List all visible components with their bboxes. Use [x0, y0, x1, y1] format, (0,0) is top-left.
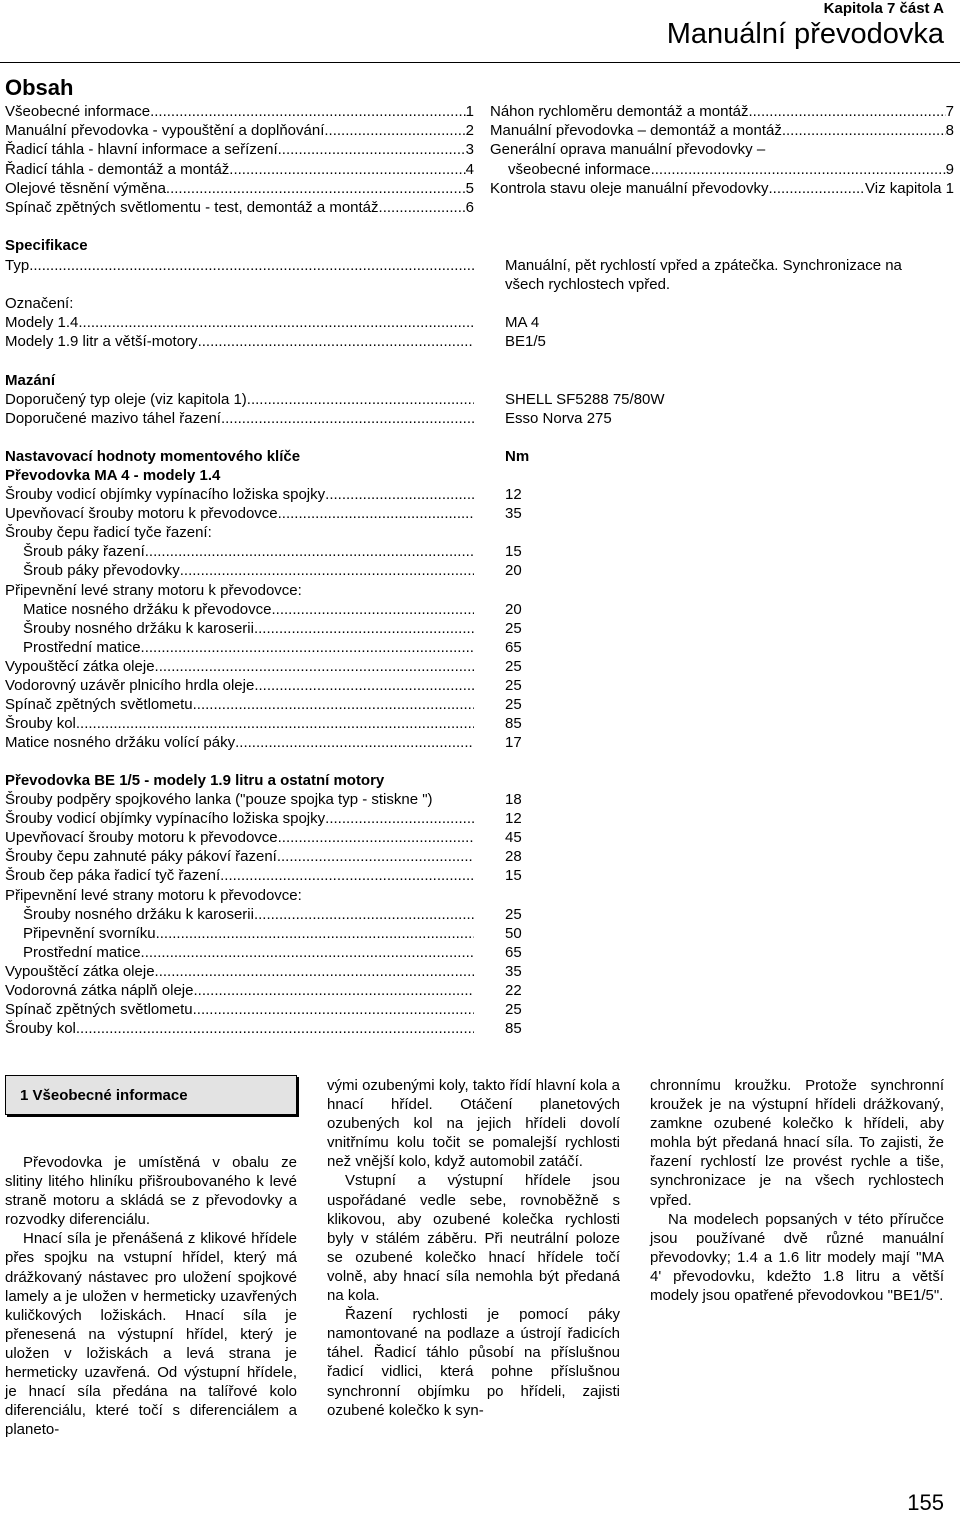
torque-row: [5, 848, 535, 867]
leader-dots: [254, 620, 474, 639]
torque-label-line: [5, 848, 474, 867]
toc-entry-title: Kontrola stavu oleje manuální převodovky: [490, 179, 769, 197]
leader-dots: [379, 199, 466, 216]
torque-label: Šrouby čepu zahnuté páky pákoví řazení: [5, 848, 277, 866]
torque-row: [5, 677, 535, 696]
torque-row: [5, 925, 535, 944]
torque-value: 50: [505, 924, 522, 942]
page-title: Manuální převodovka: [666, 18, 944, 50]
torque-be-title: Převodovka BE 1/5 - modely 1.9 litru a ostatní motory: [5, 772, 385, 789]
spec-value: Esso Norva 275: [505, 410, 612, 427]
torque-row: [5, 982, 535, 1001]
torque-value: 35: [505, 505, 522, 523]
torque-label-line: [5, 791, 474, 810]
paragraph: Hnací síla je přenášená z klikové hřídele přes spojku na vstupní hřídel, který má drážkovaný nástavec pro uložení spojkové lamely a je uložen v hermeticky uzavřených kuličkových ložiskách. Hnací síla je přenesená na výstupní hřídel, který je uložen v ložiskách a levá strana je hermeticky uzavřená. Od výstupní hřídele, je hnací síla předána na talířové kolo diferenciálu, které točí s diferenciálem a planeto-: [5, 1230, 297, 1439]
toc-entry-title: Spínač zpětných světlomentu - test, demontáž a montáž: [5, 198, 379, 216]
torque-label: Vypouštěcí zátka oleje: [5, 962, 155, 980]
leader-dots: [278, 505, 474, 524]
torque-row: [5, 829, 535, 848]
paragraph: Na modelech popsaných v této příručce jsou používané dvě různé manuální převodovky; 1.4 a 1.6 litr modely mají "MA 4' převodovku, kdežto 1.8 litru a větší modely jsou opatřené převodovkou "BE1/5".: [650, 1210, 944, 1305]
torque-row: [5, 505, 535, 524]
leader-dots: [220, 867, 474, 886]
torque-label: Šrouby kol: [5, 1020, 76, 1038]
leader-dots: [271, 601, 474, 620]
leader-dots: [193, 696, 474, 715]
torque-label-line: [5, 486, 474, 505]
torque-row: [5, 1001, 535, 1020]
torque-row: [5, 791, 535, 810]
torque-label: Matice nosného držáku volící páky: [5, 734, 236, 752]
torque-label-line: [5, 887, 474, 906]
spec-label: Označení:: [5, 295, 74, 312]
torque-row: [5, 620, 535, 639]
torque-row: [5, 582, 535, 601]
torque-label-line: [23, 601, 474, 620]
paragraph: Řazení rychlosti je pomocí páky namontované na podlaze a ústrojí řadicích táhel. Řadicí táhlo působí na příslušnou řadicí vidlici, která pohne příslušnou synchronní objímku po hřídeli, zajisti ozubené kolečko k syn-: [327, 1306, 620, 1419]
torque-label-line: [5, 677, 474, 696]
torque-row: [5, 1020, 535, 1039]
torque-label-line: [23, 925, 474, 944]
leader-dots: [141, 639, 474, 658]
torque-row: [5, 734, 535, 753]
torque-label-line: [5, 505, 474, 524]
torque-label-line: [23, 620, 474, 639]
torque-row: [5, 906, 535, 925]
leader-dots: [651, 161, 946, 178]
spec-row-typ: [5, 257, 474, 276]
spec-label: Typ: [5, 257, 30, 274]
spec-label: Doporučený typ oleje (viz kapitola 1): [5, 391, 247, 408]
toc-entry: [490, 141, 954, 160]
torque-label: Šrouby kol: [5, 715, 76, 733]
torque-value: 25: [505, 657, 522, 675]
torque-value: 65: [505, 943, 522, 961]
spec-value: všech rychlostech vpřed.: [505, 276, 671, 293]
torque-title: Nastavovací hodnoty momentového klíče: [5, 448, 301, 465]
torque-row: [5, 810, 535, 829]
leader-dots: [29, 257, 474, 276]
toc-entry-page: 9: [945, 160, 954, 178]
toc-entry: [490, 103, 954, 122]
torque-label: Prostřední matice: [23, 638, 141, 656]
specs-title: Specifikace: [5, 237, 88, 254]
toc-entry: [5, 199, 474, 218]
toc-title: Obsah: [5, 75, 74, 100]
torque-row: [5, 658, 535, 677]
torque-value: 22: [505, 982, 522, 999]
leader-dots: [229, 161, 465, 178]
toc-entry-page: 5: [465, 179, 474, 197]
torque-label: Připevnění svorníku: [23, 924, 156, 942]
torque-value: 12: [505, 486, 522, 503]
leader-dots: [278, 829, 474, 848]
section-heading-box: [5, 1075, 297, 1115]
torque-label: Šroub páky řazení: [23, 543, 145, 561]
torque-label-line: [23, 639, 474, 658]
toc-entry-page: 4: [465, 160, 474, 178]
leader-dots: [247, 391, 474, 410]
torque-label: Upevňovací šrouby motoru k převodovce: [5, 505, 278, 523]
torque-value: 15: [505, 867, 522, 885]
torque-row: [5, 543, 535, 562]
torque-label-line: [5, 829, 474, 848]
leader-dots: [254, 906, 474, 925]
toc-entry-title: Všeobecné informace: [5, 103, 151, 120]
torque-label: Šrouby nosného držáku k karoserii: [23, 905, 254, 923]
spec-value: BE1/5: [505, 333, 546, 350]
torque-label-line: [5, 658, 474, 677]
toc-entry: [5, 141, 474, 160]
torque-value: 20: [505, 600, 522, 618]
torque-value: 20: [505, 562, 522, 580]
chapter-label: Kapitola 7 část A: [823, 0, 944, 17]
toc-entry-title: Olejové těsnění výměna: [5, 179, 166, 197]
torque-label-line: [5, 982, 474, 1001]
torque-value: 85: [505, 715, 522, 733]
torque-value: 25: [505, 677, 522, 694]
toc-entry-title: Řadicí táhla - hlavní informace a seřízení: [5, 141, 278, 159]
toc-entry: [490, 122, 954, 141]
leader-dots: [254, 677, 474, 696]
torque-label: Šrouby podpěry spojkového lanka ("pouze spojka typ - stiskne "): [5, 791, 433, 808]
leader-dots: [78, 314, 474, 333]
torque-label: Šrouby čepu řadicí tyče řazení:: [5, 524, 212, 542]
torque-label-line: [23, 906, 474, 925]
leader-dots: [198, 333, 474, 352]
spec-value: MA 4: [505, 314, 540, 331]
torque-label: Šrouby vodicí objímky vypínacího ložiska spojky: [5, 810, 326, 828]
torque-label-line: [5, 867, 474, 886]
spec-row-modely19: [5, 333, 474, 352]
torque-row: [5, 887, 535, 906]
torque-row: [5, 601, 535, 620]
torque-label-line: [5, 524, 474, 543]
torque-label-line: [23, 543, 474, 562]
torque-value: 25: [505, 905, 522, 923]
leader-dots: [325, 810, 474, 829]
toc-entry-page: 3: [465, 141, 474, 159]
paragraph: Vstupní a výstupní hřídele jsou uspořádané vedle sebe, rovnoběžně s klikovou, aby ozubené kolečka rychlosti byly v stálém záběru. Při neutrální poloze se ozubené kolečko hnací hřídele točí volně, aby hnací síla nemohla být předaná na kola.: [327, 1172, 620, 1305]
leader-dots: [156, 925, 474, 944]
torque-row: [5, 639, 535, 658]
torque-row: [5, 562, 535, 581]
toc-entry-title: Náhon rychloměru demontáž a montáž: [490, 103, 749, 120]
paragraph: vými ozubenými koly, takto řídí hlavní kola a hnací hřídel. Otáčení planetových ozubených kol na jejich hřídeli dovolí vnitřnímu kolu točit se pomalejší rychlosti než vnější kolo, když automobil zatáčí.: [327, 1077, 620, 1171]
torque-label-line: [23, 562, 474, 581]
torque-label-line: [23, 944, 474, 963]
torque-label: Spínač zpětných světlometu: [5, 1001, 193, 1019]
toc-entry-title: Manuální převodovka – demontáž a montáž: [490, 122, 782, 140]
torque-label: Vypouštěcí zátka oleje: [5, 657, 155, 675]
leader-dots: [76, 715, 474, 734]
torque-value: 28: [505, 848, 522, 866]
toc-entry-title: Manuální převodovka - vypouštění a doplňování: [5, 122, 325, 140]
torque-value: 45: [505, 829, 522, 847]
torque-value: 25: [505, 1001, 522, 1019]
torque-label: Šrouby vodicí objímky vypínacího ložiska spojky: [5, 486, 326, 503]
toc-entry-title: Generální oprava manuální převodovky –: [490, 141, 766, 159]
spec-value: Manuální, pět rychlostí vpřed a zpátečka. Synchronizace na: [505, 257, 902, 274]
torque-label-line: [5, 963, 474, 982]
torque-label-line: [5, 696, 474, 715]
torque-row: [5, 524, 535, 543]
toc-entry-title: všeobecné informace: [508, 160, 651, 178]
leader-dots: [782, 122, 946, 139]
leader-dots: [155, 963, 474, 982]
torque-label-line: [5, 810, 474, 829]
torque-value: 25: [505, 619, 522, 637]
toc-entry-page: Viz kapitola 1: [865, 179, 954, 197]
spec-row-modely14: [5, 314, 474, 333]
torque-row: [5, 867, 535, 886]
mazani-row-oil: [5, 391, 474, 410]
leader-dots: [235, 734, 474, 753]
toc-entry-title: Řadicí táhla - demontáž a montáž: [5, 160, 230, 178]
toc-entry-page: 6: [465, 198, 474, 216]
torque-row: [5, 696, 535, 715]
leader-dots: [76, 1020, 474, 1039]
mazani-row-grease: [5, 410, 474, 429]
leader-dots: [155, 658, 474, 677]
torque-label: Připevnění levé strany motoru k převodovce:: [5, 886, 302, 904]
torque-value: 18: [505, 791, 522, 808]
toc-entry-page: 2: [465, 122, 474, 140]
torque-value: 17: [505, 734, 522, 752]
toc-entry: [5, 161, 474, 180]
toc-entry: [5, 122, 474, 141]
torque-label-line: [5, 582, 474, 601]
torque-label: Šroub páky převodovky: [23, 562, 180, 580]
text-column-2: [327, 1076, 620, 1420]
torque-label: Prostřední matice: [23, 943, 141, 961]
torque-label: Matice nosného držáku k převodovce: [23, 600, 272, 618]
toc-entry-page: 1: [465, 103, 474, 120]
leader-dots: [180, 562, 474, 581]
leader-dots: [278, 141, 466, 158]
spec-value: SHELL SF5288 75/80W: [505, 391, 665, 408]
torque-value: 12: [505, 810, 522, 828]
torque-ma4-title: Převodovka MA 4 - modely 1.4: [5, 467, 221, 484]
toc-entry: [490, 161, 954, 180]
torque-label-line: [5, 715, 474, 734]
torque-label-line: [5, 1020, 474, 1039]
leader-dots: [166, 180, 466, 197]
torque-value: 15: [505, 543, 522, 561]
torque-row: [5, 944, 535, 963]
text-column-1: [5, 1153, 297, 1439]
torque-label-line: [5, 734, 474, 753]
spec-label: Modely 1.4: [5, 314, 79, 331]
torque-label: Vodorovný uzávěr plnicího hrdla oleje: [5, 677, 255, 694]
leader-dots: [150, 103, 466, 120]
torque-label: Připevnění levé strany motoru k převodovce:: [5, 581, 302, 599]
torque-row: [5, 715, 535, 734]
paragraph: chronnímu kroužku. Protože synchronní kroužek je na výstupní hřídeli drážkovaný, zamkne ozubené kolečko k hřídeli, aby mohla být předaná hnací síla. To zajisti, že řazení rychlostí lze provést rychle a tiše, synchronizace je na všech rychlostech vpřed.: [650, 1077, 944, 1209]
section-heading: 1 Všeobecné informace: [20, 1086, 188, 1104]
paragraph: Převodovka je umístěná v obalu ze slitiny litého hliníku přišroubovaného k levé straně motoru a skládá se z převodovky a rozvodky diferenciálu.: [5, 1154, 297, 1229]
torque-unit: Nm: [505, 448, 530, 465]
torque-label: Vodorovná zátka náplň oleje: [5, 982, 194, 999]
toc-entry-page: 8: [945, 122, 954, 140]
torque-row: [5, 486, 535, 505]
torque-label: Šroub čep páka řadicí tyč řazení: [5, 867, 221, 885]
toc-left-column: [5, 103, 474, 218]
leader-dots: [193, 982, 474, 1001]
toc-entry: [490, 180, 954, 199]
header-divider: [0, 62, 960, 63]
toc-entry-page: 7: [945, 103, 954, 120]
leader-dots: [769, 180, 866, 197]
torque-value: 85: [505, 1020, 522, 1038]
leader-dots: [145, 543, 474, 562]
leader-dots: [193, 1001, 474, 1020]
spec-label: Modely 1.9 litr a větší-motory: [5, 333, 198, 350]
leader-dots: [141, 944, 474, 963]
torque-row: [5, 963, 535, 982]
leader-dots: [221, 410, 474, 429]
leader-dots: [325, 486, 474, 505]
toc-entry: [5, 180, 474, 199]
leader-dots: [324, 122, 465, 139]
text-column-3: [650, 1076, 944, 1305]
torque-value: 35: [505, 962, 522, 980]
torque-value: 65: [505, 638, 522, 656]
mazani-title: Mazání: [5, 372, 56, 389]
torque-label: Upevňovací šrouby motoru k převodovce: [5, 829, 278, 847]
torque-label: Šrouby nosného držáku k karoserii: [23, 619, 254, 637]
leader-dots: [748, 103, 945, 120]
page-number: 155: [907, 1490, 944, 1515]
torque-value: 25: [505, 696, 522, 714]
spec-label: Doporučené mazivo táhel řazení: [5, 410, 221, 427]
toc-entry: [5, 103, 474, 122]
toc-right-column: [490, 103, 954, 199]
torque-label-line: [5, 1001, 474, 1020]
leader-dots: [277, 848, 474, 867]
torque-label: Spínač zpětných světlometu: [5, 696, 193, 714]
